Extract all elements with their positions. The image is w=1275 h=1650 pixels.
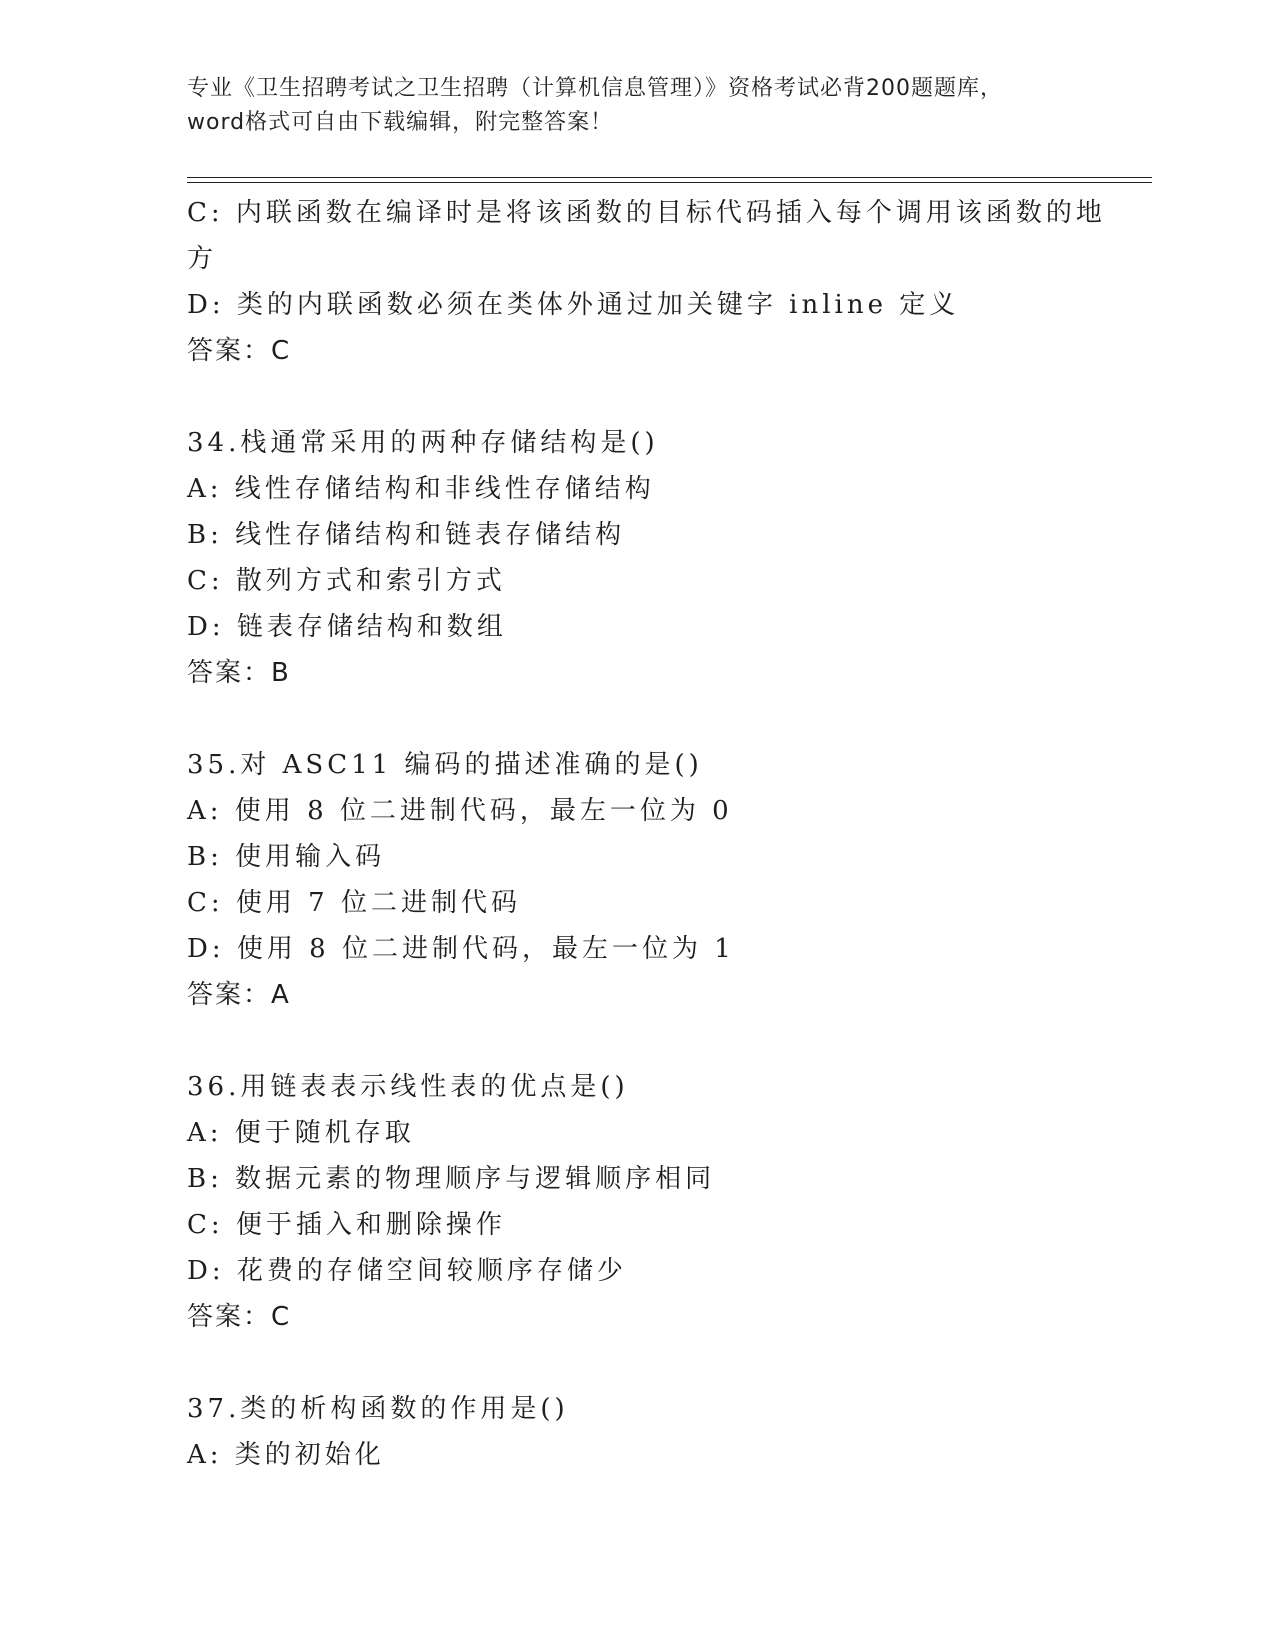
spacer	[187, 696, 1087, 742]
question-33-continuation	[187, 190, 1106, 374]
header-title-line-2: word格式可自由下载编辑，附完整答案！	[187, 110, 614, 135]
option-b: B: 使用输入码	[187, 842, 386, 872]
spacer	[187, 1340, 1087, 1386]
option-a: A: 使用 8 位二进制代码，最左一位为 0	[187, 796, 733, 826]
question-list	[187, 190, 1106, 1478]
question-stem: 34.栈通常采用的两种存储结构是()	[187, 428, 659, 458]
option-c-line-2: 方	[187, 244, 218, 274]
spacer	[187, 374, 1087, 420]
option-d: D: 使用 8 位二进制代码，最左一位为 1	[187, 934, 735, 964]
question-37	[187, 1386, 1087, 1478]
option-a: A: 类的初始化	[187, 1440, 385, 1470]
option-c: C: 便于插入和删除操作	[187, 1210, 506, 1240]
option-d: D: 花费的存储空间较顺序存储少	[187, 1256, 627, 1286]
option-d: D: 链表存储结构和数组	[187, 612, 507, 642]
answer-34: 答案：B	[187, 658, 291, 688]
option-b: B: 线性存储结构和链表存储结构	[187, 520, 626, 550]
question-36	[187, 1064, 1087, 1340]
answer-36: 答案：C	[187, 1302, 292, 1332]
option-c: C: 散列方式和索引方式	[187, 566, 506, 596]
question-34	[187, 420, 1087, 696]
option-a: A: 线性存储结构和非线性存储结构	[187, 474, 655, 504]
option-b: B: 数据元素的物理顺序与逻辑顺序相同	[187, 1164, 716, 1194]
answer-33: 答案：C	[187, 336, 292, 366]
question-stem: 36.用链表表示线性表的优点是()	[187, 1072, 629, 1102]
option-d: D: 类的内联函数必须在类体外通过加关键字 inline 定义	[187, 290, 960, 320]
option-c-line-1: C: 内联函数在编译时是将该函数的目标代码插入每个调用该函数的地	[187, 198, 1106, 228]
header-divider-bottom	[187, 182, 1152, 183]
question-stem: 35.对 ASC11 编码的描述准确的是()	[187, 750, 703, 780]
question-35	[187, 742, 1087, 1018]
option-c: C: 使用 7 位二进制代码	[187, 888, 521, 918]
header-title-line-1: 专业《卫生招聘考试之卫生招聘（计算机信息管理）》资格考试必背200题题库，	[187, 76, 1003, 101]
question-stem: 37.类的析构函数的作用是()	[187, 1394, 569, 1424]
spacer	[187, 1018, 1087, 1064]
option-a: A: 便于随机存取	[187, 1118, 415, 1148]
document-header	[187, 72, 1087, 140]
answer-35: 答案：A	[187, 980, 291, 1010]
header-divider-top	[187, 177, 1152, 178]
